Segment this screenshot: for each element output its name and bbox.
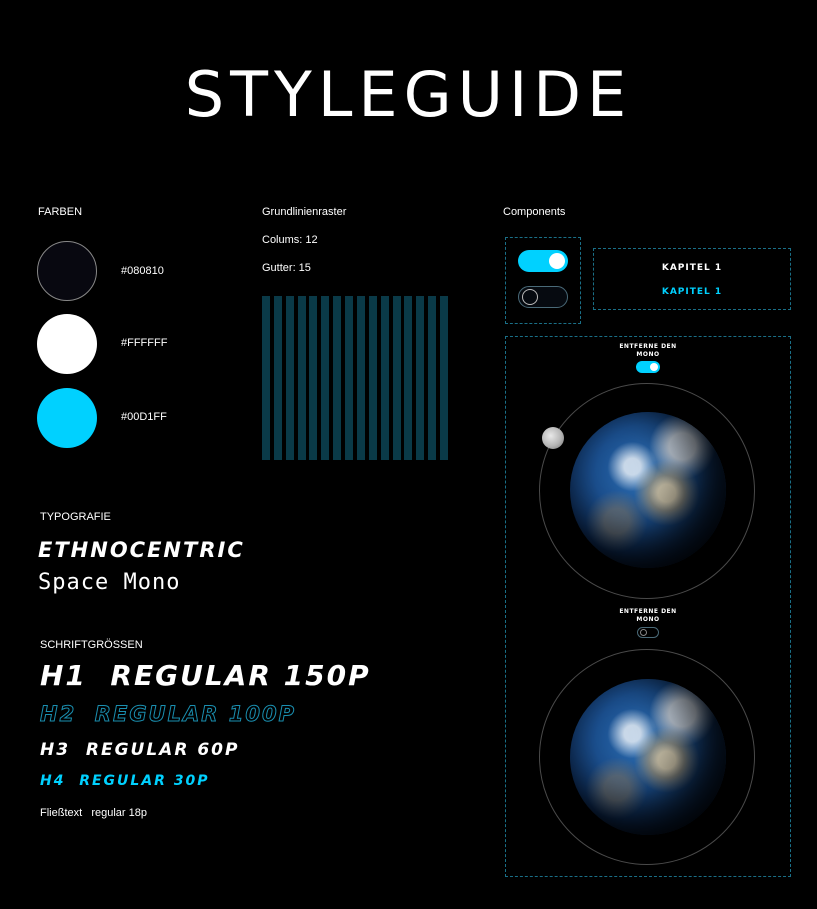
h3-sample: H3 REGULAR 60P bbox=[40, 740, 240, 760]
color-hex-dark: #080810 bbox=[121, 265, 164, 277]
toggle-knob bbox=[640, 629, 647, 636]
typografie-heading: TYPOGRAFIE bbox=[40, 511, 111, 523]
kapitel-link-cyan[interactable]: KAPITEL 1 bbox=[661, 287, 723, 297]
color-hex-white: #FFFFFF bbox=[121, 337, 168, 349]
h1-sample: H1 REGULAR 150P bbox=[40, 659, 371, 692]
remove-moon-toggle-on[interactable] bbox=[636, 361, 660, 373]
grid-column bbox=[393, 296, 401, 460]
h4-sample: H4 REGULAR 30P bbox=[40, 773, 210, 789]
grid-heading: Grundlinienraster bbox=[262, 206, 347, 218]
grid-column bbox=[298, 296, 306, 460]
earth-demo-panel bbox=[505, 336, 791, 877]
color-swatch-dark bbox=[37, 241, 97, 301]
grid-column bbox=[286, 296, 294, 460]
color-swatch-cyan bbox=[37, 388, 97, 448]
toggle-on[interactable] bbox=[518, 250, 568, 272]
grid-column bbox=[333, 296, 341, 460]
grid-column bbox=[428, 296, 436, 460]
grid-column bbox=[309, 296, 317, 460]
remove-moon-label-bottom bbox=[506, 608, 790, 624]
h2-sample: H2 REGULAR 100P bbox=[40, 702, 296, 726]
font-sample-ethnocentric: ETHNOCENTRIC bbox=[38, 538, 245, 562]
grid-column bbox=[440, 296, 448, 460]
remove-moon-label bbox=[506, 343, 790, 359]
grid-column bbox=[357, 296, 365, 460]
farben-heading: FARBEN bbox=[38, 206, 83, 218]
schriftgroessen-heading: SCHRIFTGRÖSSEN bbox=[40, 639, 143, 651]
earth-image bbox=[570, 412, 726, 568]
earth-image-bottom bbox=[570, 679, 726, 835]
page-title: STYLEGUIDE bbox=[184, 58, 633, 131]
components-heading: Components bbox=[503, 206, 566, 218]
baseline-grid bbox=[262, 296, 448, 460]
color-swatch-white bbox=[37, 314, 97, 374]
grid-column bbox=[321, 296, 329, 460]
font-sample-space-mono: Space Mono bbox=[38, 570, 181, 595]
grid-column bbox=[404, 296, 412, 460]
toggle-knob bbox=[650, 363, 658, 371]
remove-moon-label-line2: MONO bbox=[636, 351, 660, 358]
grid-columns-label: Colums: 12 bbox=[262, 234, 318, 246]
remove-moon-toggle-off[interactable] bbox=[637, 627, 659, 638]
kapitel-link-white[interactable]: KAPITEL 1 bbox=[661, 263, 723, 273]
moon-image[interactable] bbox=[542, 427, 564, 449]
grid-column bbox=[381, 296, 389, 460]
toggle-knob bbox=[549, 253, 565, 269]
toggle-component-box bbox=[505, 237, 581, 324]
kapitel-component-box bbox=[593, 248, 791, 310]
remove-moon-label-line1: ENTFERNE DEN bbox=[619, 608, 677, 615]
grid-column bbox=[262, 296, 270, 460]
remove-moon-label-line2: MONO bbox=[636, 616, 660, 623]
color-hex-cyan: #00D1FF bbox=[121, 411, 167, 423]
grid-column bbox=[274, 296, 282, 460]
body-text-sample: Fließtext regular 18p bbox=[40, 807, 147, 819]
grid-column bbox=[416, 296, 424, 460]
grid-gutter-label: Gutter: 15 bbox=[262, 262, 311, 274]
toggle-off[interactable] bbox=[518, 286, 568, 308]
grid-column bbox=[369, 296, 377, 460]
grid-column bbox=[345, 296, 353, 460]
toggle-knob bbox=[522, 289, 538, 305]
remove-moon-label-line1: ENTFERNE DEN bbox=[619, 343, 677, 350]
